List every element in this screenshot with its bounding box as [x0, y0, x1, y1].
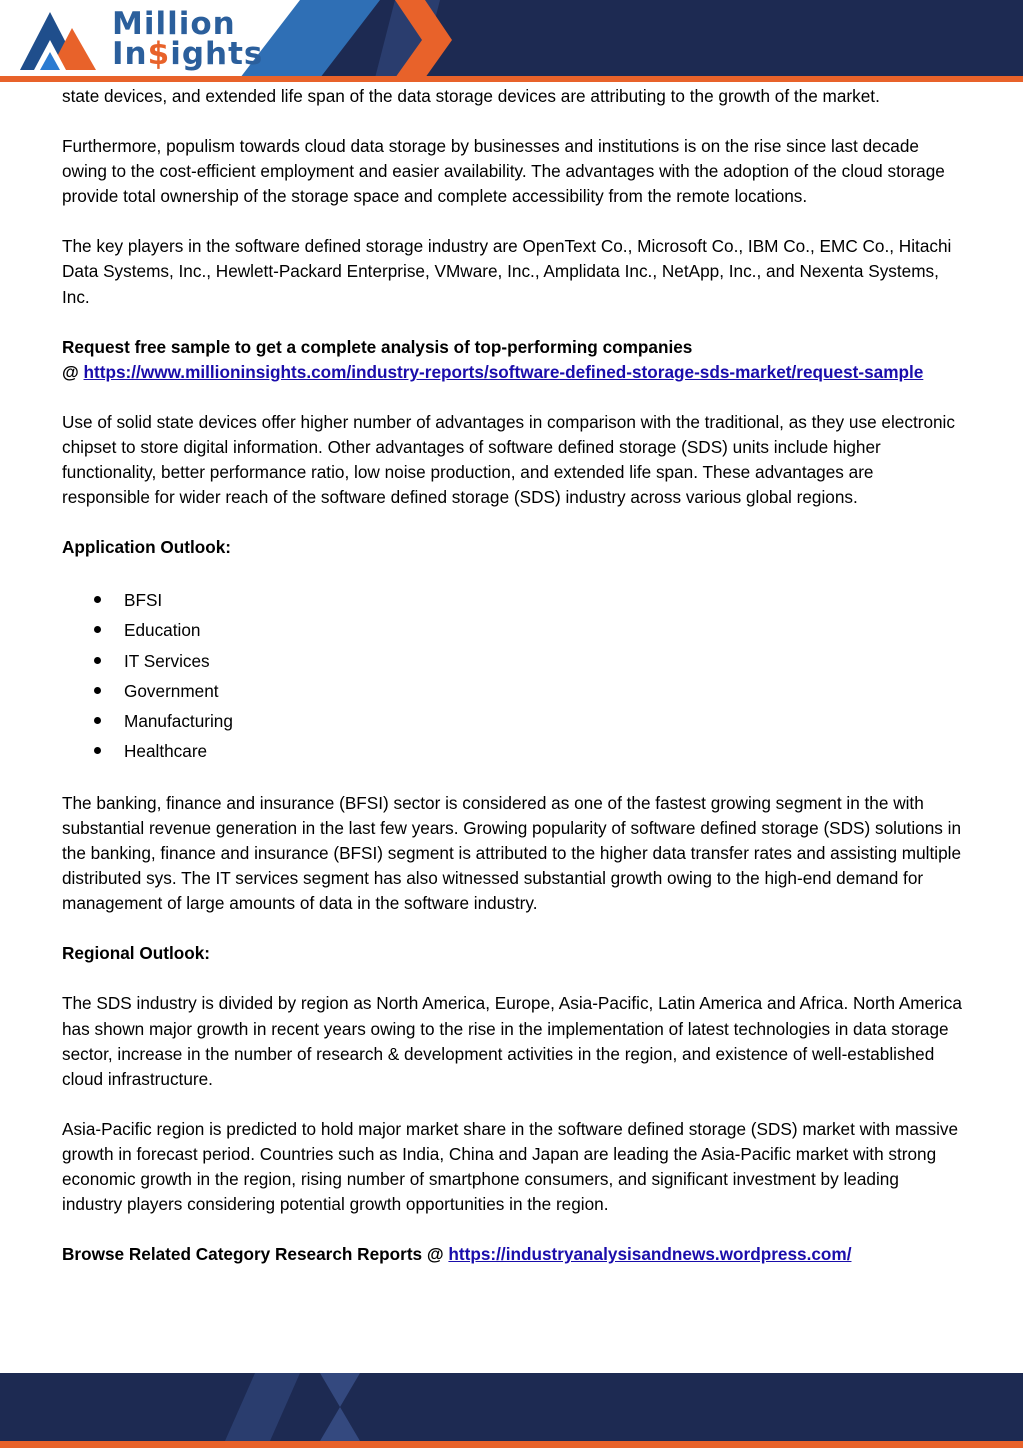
list-item [62, 736, 962, 766]
paragraph-key-players: The key players in the software defined storage industry are OpenText Co., Microsoft Co., IBM Co., EMC Co., Hitachi Data Systems, Inc., Hewlett-Packard Enterprise, VMware, Inc., Amplidata Inc., NetApp, Inc., and Nexenta Systems, Inc. [62, 236, 952, 307]
list-item [62, 615, 962, 645]
list-item [62, 646, 962, 676]
list-item-label: IT Services [124, 650, 210, 671]
logo-insights-a: In [112, 36, 148, 72]
page-footer [0, 1373, 1023, 1448]
footer-banner [0, 1373, 1023, 1448]
list-item-label: Government [124, 680, 219, 701]
paragraph-cloud-storage: Furthermore, populism towards cloud data storage by businesses and institutions is on the rise since last decade owing to the cost-efficient employment and easier availability. The advantages with the adoption of the cloud storage provide total ownership of the storage space and complete accessibility from the remote locations. [62, 136, 945, 207]
page-header [0, 0, 1023, 82]
sample-request-block [62, 335, 962, 385]
logo-text-insights [112, 36, 263, 72]
logo-insights-b: ights [170, 36, 264, 72]
list-item-label: BFSI [124, 590, 163, 611]
list-item-label: Manufacturing [124, 710, 233, 731]
list-item [62, 676, 962, 706]
bullet-icon [94, 596, 101, 603]
document-body [62, 84, 962, 1292]
paragraph-asia-pacific: Asia-Pacific region is predicted to hold major market share in the software defined storage (SDS) market with massive growth in forecast period. Countries such as India, China and Japan are leading the Asia-Pacific market with strong economic growth in the region, rising number of smartphone consumers, and significant investment by leading industry players considering potential growth opportunities in the region. [62, 1118, 959, 1215]
list-item-label: Education [124, 620, 201, 641]
application-list [62, 585, 962, 766]
bullet-icon [94, 626, 101, 633]
logo-dollar-sign: $ [147, 36, 171, 72]
browse-related-block [62, 1242, 962, 1267]
bullet-icon [94, 717, 101, 724]
sample-at-sign: @ [62, 361, 84, 382]
sample-request-link[interactable]: https://www.millioninsights.com/industry-reports/software-defined-storage-sds-market/request-sample [83, 361, 924, 382]
list-item-label: Healthcare [124, 740, 208, 761]
browse-related-link[interactable]: https://industryanalysisandnews.wordpress.com/ [448, 1244, 852, 1265]
list-item [62, 706, 962, 736]
paragraph-ssd-advantages: Use of solid state devices offer higher number of advantages in comparison with the traditional, as they use electronic chipset to store digital information. Other advantages of software defined storage (SDS) units include higher functionality, better performance ratio, low noise production, and extended life span. These advantages are responsible for wider reach of the software defined storage (SDS) industry across various global regions. [62, 411, 955, 508]
application-outlook-heading: Application Outlook: [62, 537, 231, 558]
browse-related-label: Browse Related Category Research Reports @ [62, 1244, 449, 1265]
bullet-icon [94, 687, 101, 694]
paragraph-regions: The SDS industry is divided by region as North America, Europe, Asia-Pacific, Latin America and Africa. North America has shown major growth in recent years owing to the rise in the implementation of latest technologies in data storage sector, increase in the number of research & development activities in the region, and existence of well-established cloud infrastructure. [62, 993, 962, 1089]
bullet-icon [94, 657, 101, 664]
bullet-icon [94, 747, 101, 754]
sample-request-heading: Request free sample to get a complete analysis of top-performing companies [62, 336, 693, 357]
list-item [62, 585, 962, 615]
regional-outlook-heading: Regional Outlook: [62, 943, 210, 964]
paragraph-intro: state devices, and extended life span of the data storage devices are attributing to the growth of the market. [62, 86, 880, 106]
paragraph-bfsi: The banking, finance and insurance (BFSI) sector is considered as one of the fastest growing segment in the with substantial revenue generation in the last few years. Growing popularity of software defined storage (SDS) solutions in the banking, finance and insurance (BFSI) segment is attributed to the higher data transfer rates and assisting multiple distributed sys. The IT services segment has also witnessed substantial growth owing to the high-end demand for management of large amounts of data in the software industry. [62, 792, 962, 914]
logo-text-million: Million [112, 6, 236, 42]
